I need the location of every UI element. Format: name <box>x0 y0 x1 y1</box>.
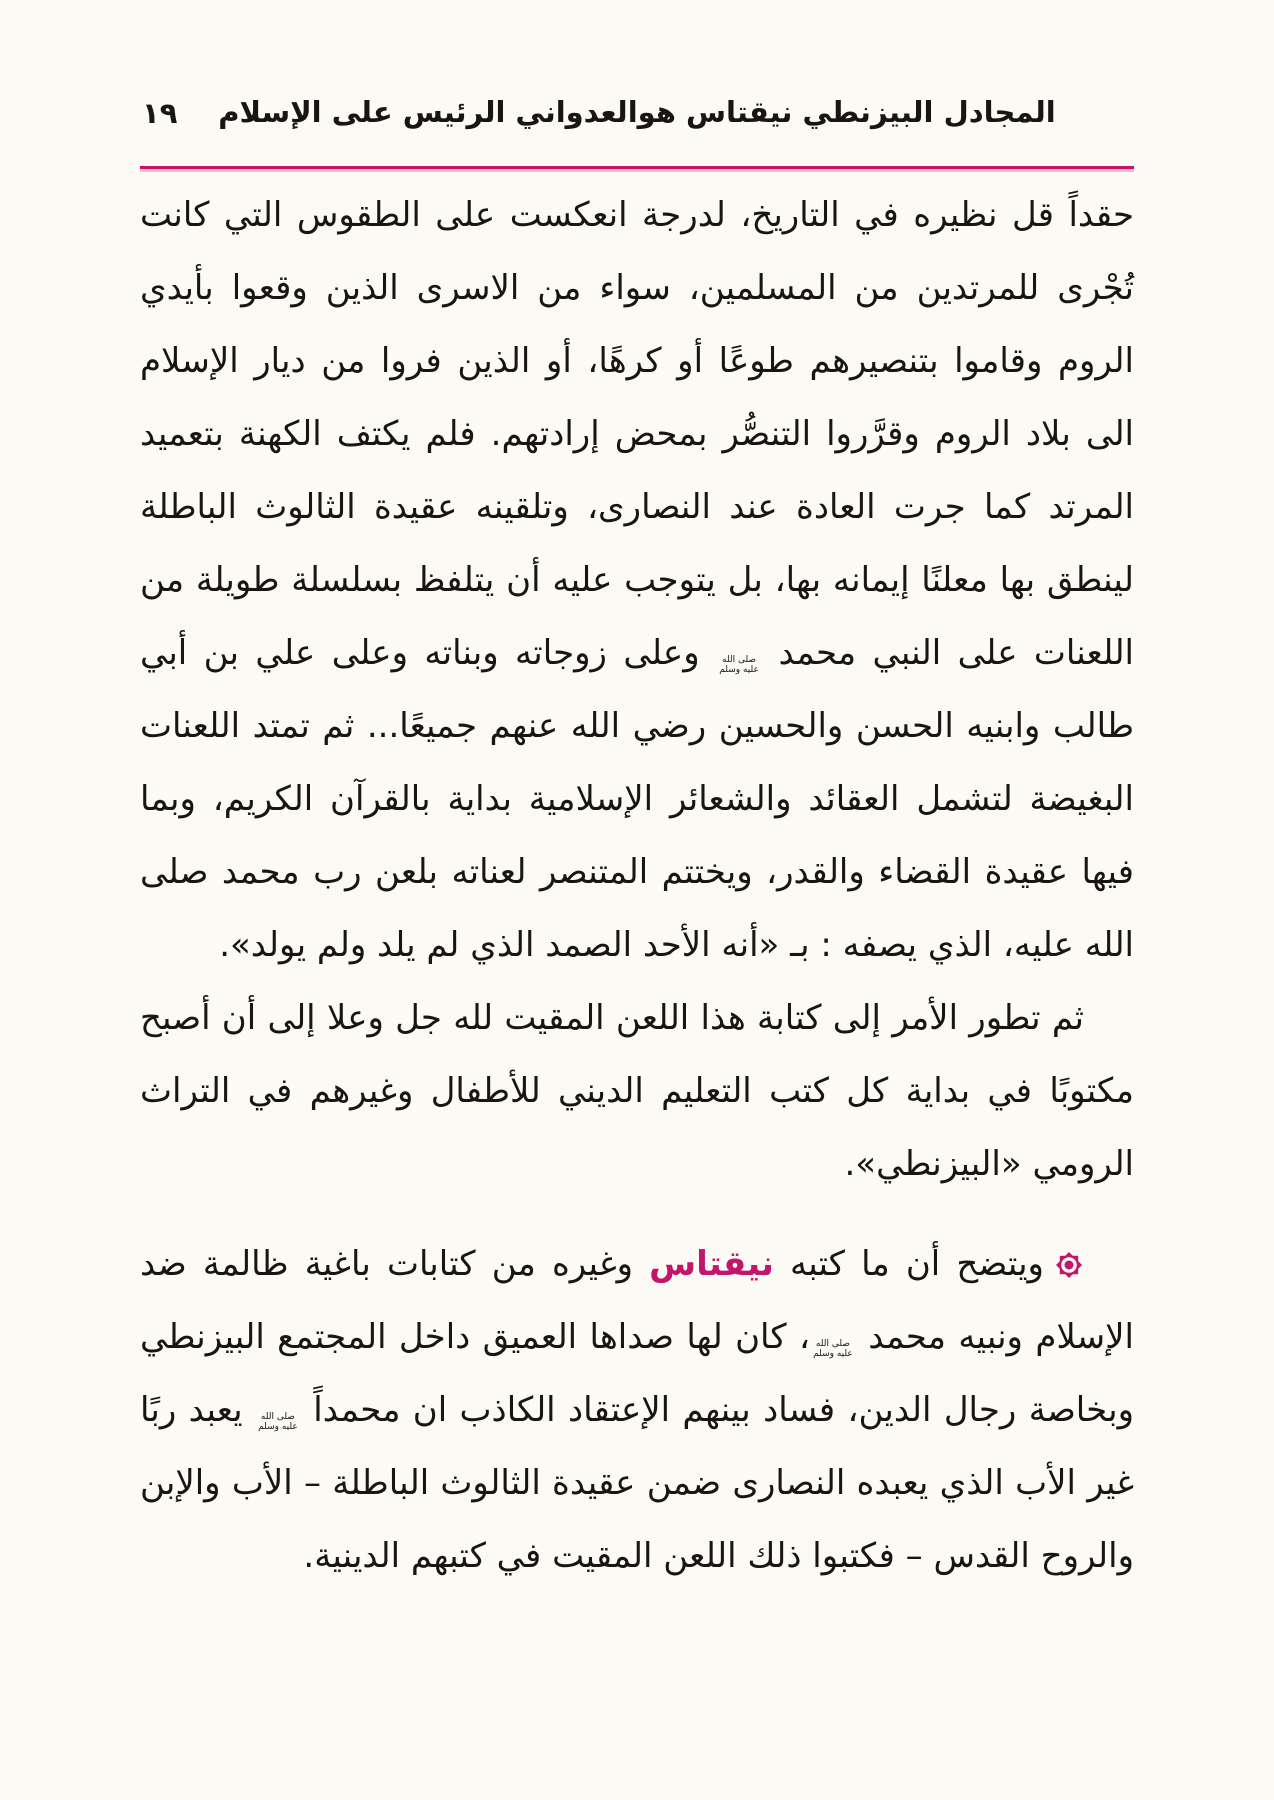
honorific-salawat-icon: صلى الله عليه وسلم <box>813 1338 853 1359</box>
highlight-nicetas: نيقتاس <box>649 1244 774 1284</box>
running-title: المجادل البيزنطي نيقتاس هوالعدواني الرئيس على الإسلام <box>218 95 1056 129</box>
body-text: حقداً قل نظيره في التاريخ، لدرجة انعكست على الطقوس التي كانت تُجْرى للمرتدين من المسلمين، سواء من الاسرى الذين وقعوا بأيدي الروم وقاموا بتنصيرهم طوعًا أو كرهًا، أو الذين فروا من ديار الإسلام الى بلاد الروم وقرَّروا التنصُّر بمحض إرادتهم. فلم يكتف الكهنة بتعميد المرتد كما جرت العادة عند النصارى، وتلقينه عقيدة الثالوث الباطلة لينطق بها معلنًا إيمانه بها، بل يتوجب عليه أن يتلفظ بسلسلة طويلة من اللعنات على النبي محمد <box>140 195 1135 673</box>
honorific-salawat-icon: صلى الله عليه وسلم <box>719 654 759 675</box>
paragraph-2 <box>140 982 1134 1201</box>
rub-el-hizb-icon <box>1054 1250 1084 1280</box>
page-header <box>140 0 1134 150</box>
body-text: يعبد ربًا غير الأب الذي يعبده النصارى ضمن عقيدة الثالوث الباطلة – الأب والإبن والروح القدس – فكتبوا ذلك اللعن المقيت في كتبهم الدينية. <box>140 1390 1134 1576</box>
page-body <box>140 179 1134 1593</box>
paragraph-3 <box>140 1228 1134 1593</box>
page-number: ١٩ <box>142 96 178 130</box>
body-text: وعلى زوجاته وبناته وعلى علي بن أبي طالب وابنيه الحسن والحسين رضي الله عنهم جميعًا... ثم تمتد اللعنات البغيضة لتشمل العقائد والشعائر الإسلامية بداية بالقرآن الكريم، وبما فيها عقيدة القضاء والقدر، ويختتم المتنصر لعناته بلعن رب محمد صلى الله عليه، الذي يصفه : بـ «أنه الأحد الصمد الذي لم يلد ولم يولد». <box>140 633 1134 965</box>
page-content <box>140 0 1134 1593</box>
body-text: وغيره من كتابات باغية ظالمة ضد الإسلام ونبيه محمد <box>140 1244 1134 1357</box>
body-text: ثم تطور الأمر إلى كتابة هذا اللعن المقيت لله جل وعلا إلى أن أصبح مكتوبًا في بداية كل كتب التعليم الديني للأطفال وغيرهم في التراث الرومي «البيزنطي». <box>140 998 1134 1184</box>
body-text: ويتضح أن ما كتبه <box>773 1244 1044 1284</box>
header-rule <box>140 166 1134 169</box>
paragraph-1 <box>140 179 1134 982</box>
honorific-salawat-icon: صلى الله عليه وسلم <box>258 1411 298 1432</box>
body-text: ، كان لها صداها العميق داخل المجتمع البيزنطي وبخاصة رجال الدين، فساد بينهم الإعتقاد الكاذب ان محمداً <box>140 1317 1134 1430</box>
